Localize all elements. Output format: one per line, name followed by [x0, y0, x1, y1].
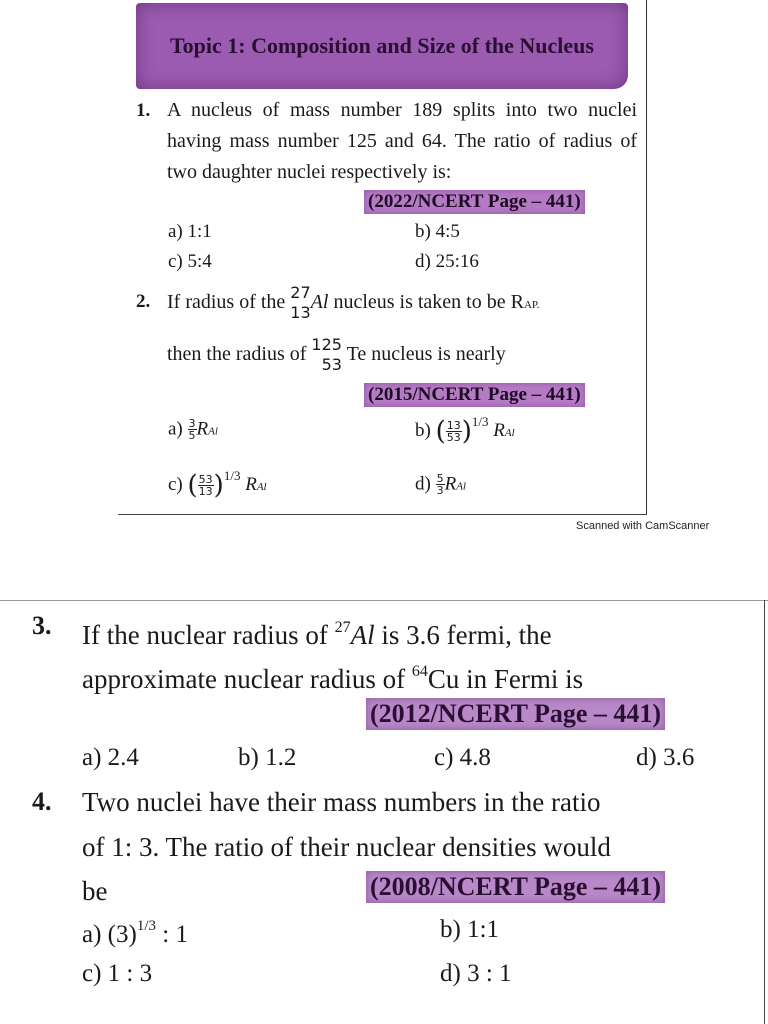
- q3-al-symbol: Al: [350, 620, 375, 650]
- q2-option-a-fraction: [188, 418, 197, 442]
- q1-source-tag: (2022/NCERT Page – 441): [364, 190, 585, 214]
- q4-option-a-post: : 1: [156, 921, 188, 948]
- r-subscript: Al: [208, 425, 218, 438]
- q3-line2-post: Cu in Fermi is: [427, 664, 584, 694]
- q4-option-a-exponent: 1/3: [136, 918, 156, 934]
- q1-option-d[interactable]: d) 25:16: [415, 251, 479, 272]
- q3-option-a[interactable]: a) 2.4: [82, 744, 139, 771]
- frac-denominator: 5: [188, 429, 196, 442]
- scanner-watermark: Scanned with CamScanner: [576, 520, 710, 532]
- q2-number: 2.: [136, 291, 151, 312]
- right-paren: ): [213, 470, 224, 501]
- q1-option-b[interactable]: b) 4:5: [415, 221, 460, 242]
- left-paren: (: [187, 470, 198, 501]
- q2-line1-pre: If radius of the: [167, 291, 286, 313]
- te-atomic-number: 53: [321, 355, 342, 375]
- frac-numerator: 3: [188, 417, 196, 430]
- r-subscript: Al: [256, 481, 267, 493]
- q4-option-d[interactable]: d) 3 : 1: [440, 960, 512, 987]
- q2-option-c-fraction: [198, 474, 214, 498]
- topic-banner: [136, 3, 628, 89]
- q4-line3: be: [82, 876, 108, 906]
- page-bottom-rule: [118, 514, 646, 515]
- q4-number: 4.: [32, 787, 52, 816]
- q4-line1: Two nuclei have their mass numbers in the ratio: [82, 787, 601, 817]
- lower-right-margin-rule: [764, 600, 765, 1024]
- lower-page-top-rule: [0, 600, 768, 601]
- right-paren: ): [461, 416, 472, 447]
- al-isotope: [290, 283, 310, 323]
- q2-option-c[interactable]: [168, 468, 267, 501]
- right-margin-rule: [646, 0, 647, 515]
- q3-option-d[interactable]: d) 3.6: [636, 744, 695, 771]
- r-symbol: R: [245, 474, 257, 495]
- q1-text: A nucleus of mass number 189 splits into two nuclei having mass number 125 and 64. The ratio of radius of two daughter nuclei respectively is:: [167, 99, 637, 183]
- q4-option-b[interactable]: b) 1:1: [440, 916, 500, 943]
- q3-line2-pre: approximate nuclear radius of: [82, 664, 406, 694]
- q2-line1-sub: AP.: [523, 299, 540, 311]
- q1-option-a[interactable]: a) 1:1: [168, 221, 212, 242]
- q2-line2-pre: then the radius of: [167, 343, 307, 365]
- al-mass-number: 27: [290, 283, 311, 303]
- q1-number: 1.: [136, 100, 151, 121]
- q4-source-tag: (2008/NCERT Page – 441): [366, 871, 665, 903]
- q3-line1-post: is 3.6 fermi, the: [381, 620, 552, 650]
- r-symbol: R: [196, 418, 209, 440]
- q2-option-a-label: a): [168, 418, 183, 440]
- frac-denominator: 3: [436, 484, 444, 497]
- te-isotope: [311, 335, 342, 375]
- q2-option-c-label: c): [168, 474, 183, 495]
- q3-option-c[interactable]: c) 4.8: [434, 744, 491, 771]
- frac-numerator: 53: [198, 472, 213, 486]
- al-symbol: Al: [310, 291, 329, 313]
- q3-line1-pre: If the nuclear radius of: [82, 620, 328, 650]
- q1-option-c[interactable]: c) 5:4: [168, 251, 212, 272]
- q3-option-b[interactable]: b) 1.2: [238, 744, 297, 771]
- frac-denominator: 13: [198, 484, 213, 498]
- q2-line2-post: Te nucleus is nearly: [346, 343, 506, 365]
- q2-option-a[interactable]: [168, 418, 218, 442]
- q2-line2: [167, 330, 506, 378]
- q4-option-a-pre: a) (3): [82, 921, 137, 948]
- frac-denominator: 53: [446, 430, 461, 444]
- topic-title: Topic 1: Composition and Size of the Nucleus: [170, 33, 594, 58]
- r-subscript: Al: [456, 480, 466, 493]
- q2-option-b[interactable]: [415, 414, 515, 447]
- q4-line2: of 1: 3. The ratio of their nuclear densities would: [82, 832, 611, 862]
- r-symbol: R: [444, 473, 457, 495]
- exponent: 1/3: [471, 414, 489, 429]
- q3-line2: [82, 650, 583, 701]
- r-subscript: Al: [504, 427, 515, 439]
- frac-numerator: 5: [436, 472, 444, 485]
- left-paren: (: [435, 416, 446, 447]
- al-superscript: 27: [334, 619, 351, 636]
- q2-option-b-label: b): [415, 420, 431, 441]
- q2-option-d-label: d): [415, 473, 431, 495]
- q2-source-tag: (2015/NCERT Page – 441): [364, 383, 585, 407]
- exponent: 1/3: [223, 468, 241, 483]
- frac-numerator: 13: [446, 418, 461, 432]
- q4-option-c[interactable]: c) 1 : 3: [82, 960, 153, 987]
- al-atomic-number: 13: [290, 303, 311, 323]
- q3-number: 3.: [32, 611, 52, 640]
- q3-source-tag: (2012/NCERT Page – 441): [366, 698, 665, 730]
- te-mass-number: 125: [311, 335, 342, 355]
- r-symbol: R: [493, 420, 505, 441]
- q2-line1-post: nucleus is taken to be R: [333, 291, 524, 313]
- q4-option-a[interactable]: [82, 918, 188, 949]
- q2-option-d-fraction: [436, 473, 445, 497]
- cu-superscript: 64: [411, 663, 428, 680]
- q2-option-b-fraction: [446, 420, 462, 444]
- q2-line1: [167, 278, 540, 329]
- q2-option-d[interactable]: [415, 473, 466, 497]
